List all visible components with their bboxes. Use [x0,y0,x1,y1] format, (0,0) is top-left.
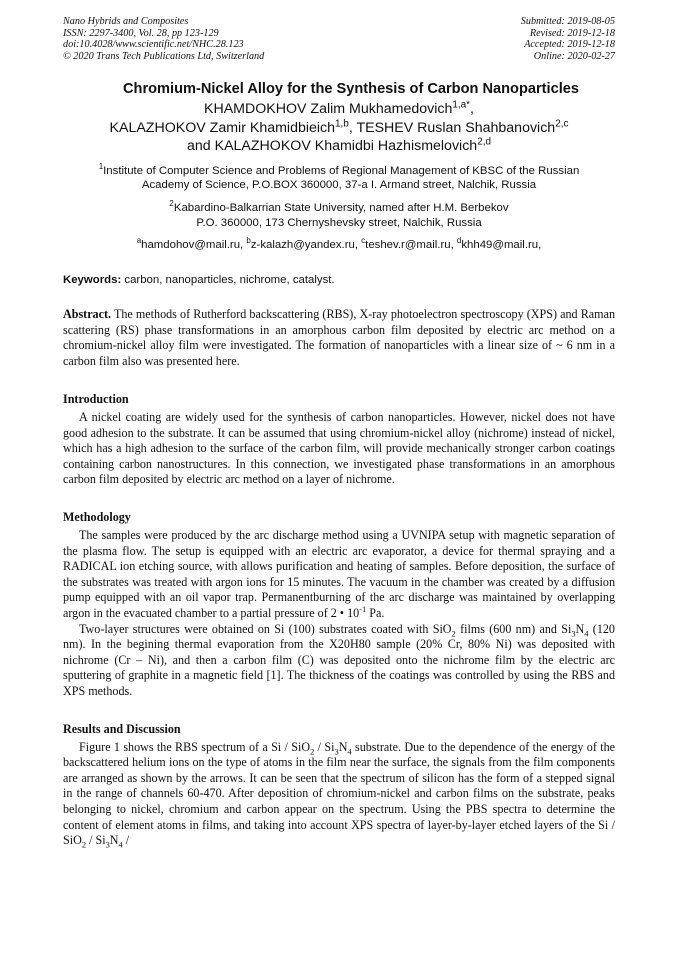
email-list [63,238,615,253]
email-mark: c [361,236,366,246]
author-affiliation-mark: 1,b [335,118,349,130]
email-mark: b [246,236,251,246]
methodology-paragraph-2: Two-layer structures were obtained on Si (100) substrates coated with SiO$_2$ films (600 nm) and $Si_3N_4$ (120 nm). In the begining thermal evaporation from the X20H80 sample (20% Cr, 80% Ni) was deposited with nichrome (Cr – Ni), and then a carbon film (C) was deposited onto the nichrome film by the electric arc sputtering of graphite in a magnetic field [1]. The thickness of the coatings was controlled by using the RBS and XPS methods. [63,621,615,698]
author-name: KALAZHOKOV Zamir Khamidbieich [109,119,336,136]
journal-copyright: © 2020 Trans Tech Publications Ltd, Switzerland [63,50,265,62]
affiliation-mark: 2 [169,199,174,209]
author-separator: , [470,101,474,118]
abstract-label: Abstract. [63,306,112,321]
author-line-1 [63,100,615,119]
email-mark: d [456,236,462,246]
author-affiliation-mark: 2,d [477,136,491,148]
author-name: , TESHEV Ruslan Shahbanovich [348,119,556,136]
affiliation-mark: 1 [98,162,104,172]
date-revised: Revised: 2019-12-18 [529,27,615,39]
abstract [63,307,615,370]
author-line-2 [63,119,615,138]
author-affiliation-mark: 2,c [555,118,569,130]
author-name: and KALAZHOKOV Khamidbi Hazhismelovich [187,138,478,155]
journal-name: Nano Hybrids and Composites [63,16,189,27]
journal-issn: ISSN: 2297-3400, Vol. 28, pp 123-129 [63,27,219,39]
email-link[interactable]: khh49@mail.ru, [461,239,542,252]
methodology-paragraph-1: The samples were produced by the arc discharge method using a UVNIPA setup with magnetic separation of the plasma flow. The setup is equipped with an electric arc evaporator, a device for thermal spraying and a RADICAL ion etching source, with allows purification and heating of samples. Before deposition, the surface of the substrates was treated with argon ions for 15 minutes. The vacuum in the chamber was created by a diffusion pump equipped with an oil vapor trap. Permanentburning of the arc discharge was maintained by overlapping argon in the evacuated chamber to a partial pressure of 2 • $10^{-1}$ Pa. [63,528,615,620]
results-paragraph-1: Figure 1 shows the RBS spectrum of a Si / $SiO_2 / Si_3N_4$ substrate. Due to the dependence of the energy of the backscattered helium ions on the type of atoms in the film near the surface, the signals from the film components are arranged as shown by the arrows. It can be seen that the spectrum of silicon has the form of a stepped signal in the range of channels 60-470. After deposition of chromium-nickel and carbon films on the substrate, peaks belonging to nickel, chromium and carbon appear on the spectrum. Using the PBS spectra to determine the content of element atoms in films, and taking into account XPS spectra of layer-by-layer etched layers of the Si / $SiO_2 / Si_3N_4$ / [63,739,615,850]
affiliation-text: Institute of Computer Science and Problems of Regional Management of KBSC of the Russian [103,164,580,177]
journal-info [63,16,264,62]
submission-dates [521,16,615,62]
affiliation-text: P.O. 360000, 173 Chernyshevsky street, Nalchik, Russia [196,216,482,229]
abstract-text: The methods of Rutherford backscattering (RBS), X-ray photoelectron spectroscopy (XPS) and Raman scattering (RS) phase transformations in an amorphous carbon film deposited by electric arc method on a chromium-nickel alloy film were investigated. The formation of nanoparticles with a linear size of ~ 6 nm in a carbon film also was presented here. [63,306,615,369]
email-link[interactable]: teshev.r@mail.ru, [365,239,457,252]
section-heading-methodology: Methodology [63,510,131,524]
section-heading-introduction: Introduction [63,392,129,407]
introduction-paragraph: A nickel coating are widely used for the synthesis of carbon nanoparticles. However, nickel does not have good adhesion to the substrate. It can be assumed that using chromium-nickel alloy (nichrome) instead of nickel, which has a high adhesion to the surface of the carbon film, will provide mechanically stronger carbon coatings containing carbon nanostructures. In this connection, we investigated phase transformations in an amorphous carbon film deposited by electric arc method on a layer of nichrome. [63,410,615,487]
date-accepted: Accepted: 2019-12-18 [524,39,615,51]
date-online: Online: 2020-02-27 [533,50,615,62]
keywords [63,274,615,286]
email-link[interactable]: z-kalazh@yandex.ru, [250,239,362,252]
affiliation-2 [63,201,615,230]
author-name: KHAMDOKHOV Zalim Mukhamedovich [204,101,453,118]
author-line-3 [63,137,615,156]
affiliation-text: Kabardino-Balkarrian State University, named after H.M. Berbekov [173,202,509,215]
author-list [63,100,615,156]
keywords-text: carbon, nanoparticles, nichrome, catalyst. [121,273,335,286]
affiliation-1 [63,164,615,193]
section-heading-results: Results and Discussion [63,721,181,736]
author-affiliation-mark: 1,a* [452,99,471,111]
journal-header [63,16,615,62]
paper-title: Chromium-Nickel Alloy for the Synthesis of Carbon Nanoparticles [123,81,579,98]
affiliation-text: Academy of Science, P.O.BOX 360000, 37-a I. Armand street, Nalchik, Russia [141,179,537,192]
paper-page [63,16,615,849]
journal-doi: doi:10.4028/www.scientific.net/NHC.28.123 [63,39,244,51]
email-mark: a [136,236,142,246]
keywords-label: Keywords: [63,273,122,286]
date-submitted: Submitted: 2019-08-05 [520,16,615,27]
email-link[interactable]: hamdohov@mail.ru, [141,239,247,252]
